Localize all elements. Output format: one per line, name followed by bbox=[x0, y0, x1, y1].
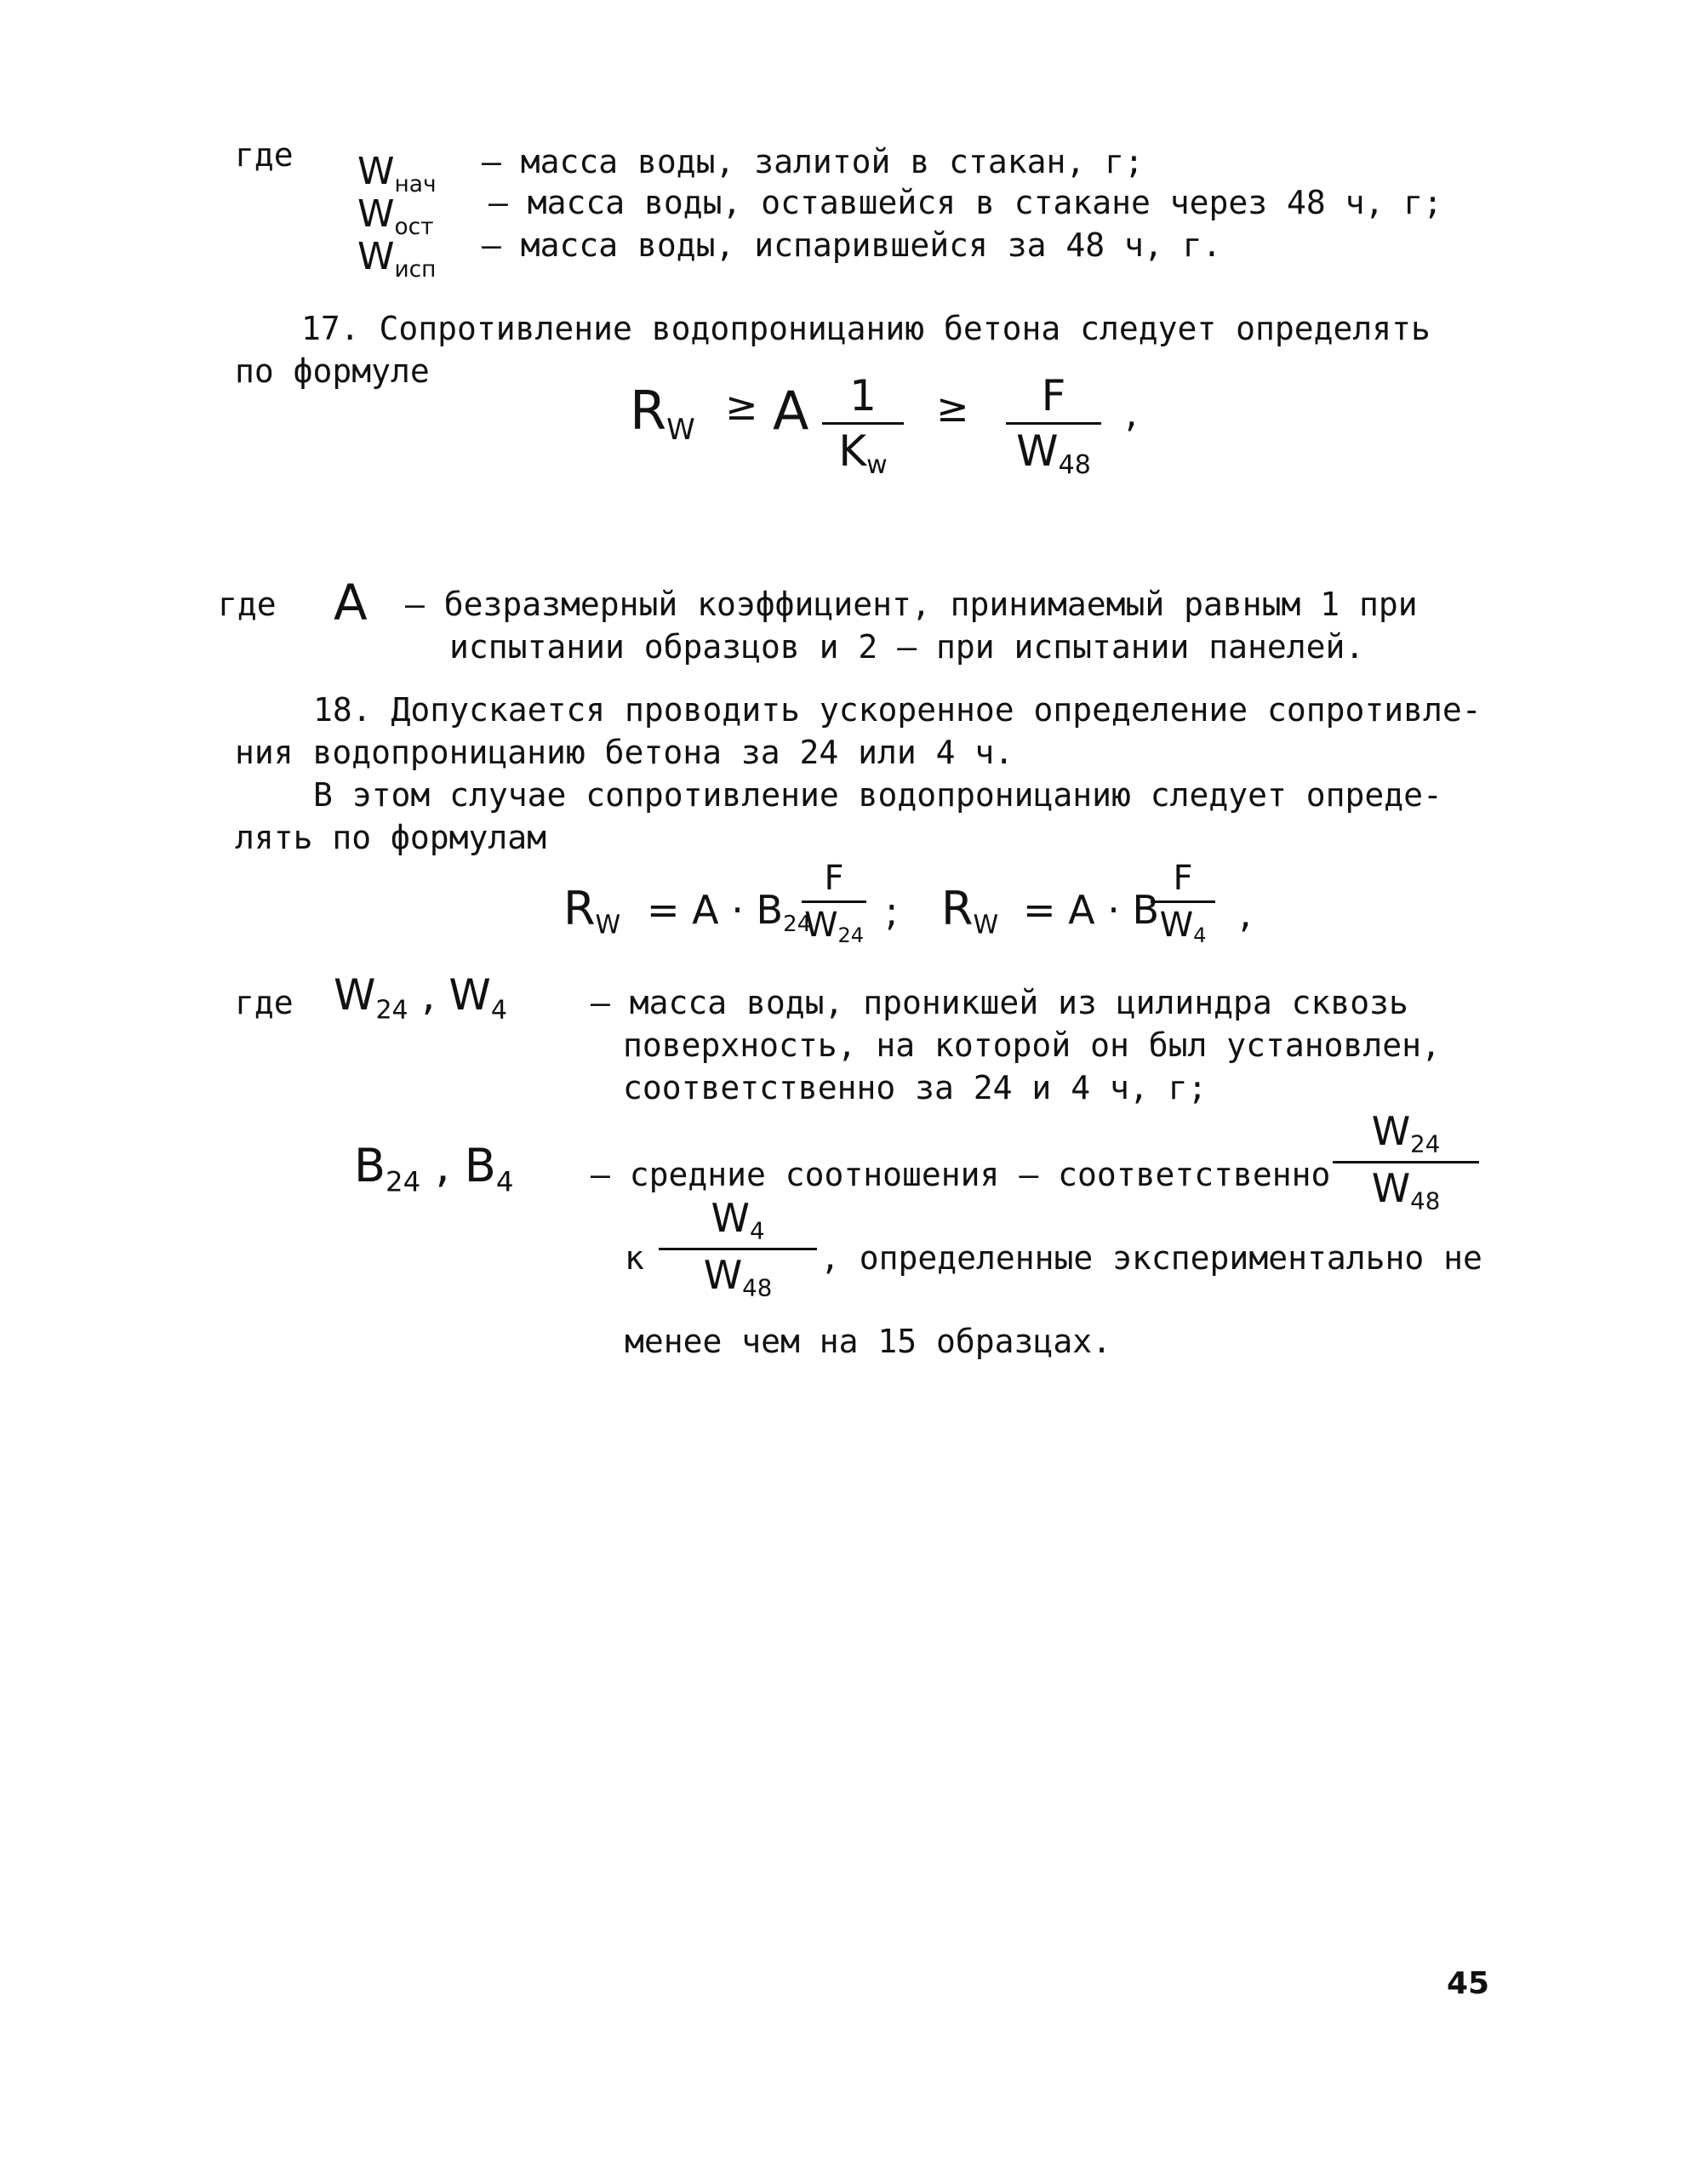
paragraph-17-line-1: 17. Сопротивление водопроницанию бетона следует определять bbox=[301, 310, 1431, 347]
symbol-a: A bbox=[334, 574, 368, 632]
paragraph-17-line-2: по формуле bbox=[235, 352, 430, 390]
fraction-w4-w48: $W_4$ $W_{48}$ bbox=[659, 1198, 817, 1300]
definition-w-nach: – масса воды, залитой в стакан, г; bbox=[482, 143, 1144, 180]
definition-b-k: к bbox=[625, 1239, 644, 1277]
fraction-w24-w48: $W_{24}$ $W_{48}$ bbox=[1333, 1112, 1479, 1213]
definition-w-ost: – масса воды, оставшейся в стакане через 48 ч, г; bbox=[488, 184, 1443, 221]
definition-w-line-3: соответственно за 24 и 4 ч, г; bbox=[623, 1069, 1208, 1106]
definition-w-line-2: поверхность, на которой он был установлен, bbox=[623, 1026, 1441, 1064]
symbol-w-isp: $W_{исп}$ bbox=[357, 235, 437, 283]
symbol-w-nach: $W_{нач}$ bbox=[357, 150, 437, 198]
definition-a-line-2: испытании образцов и 2 – при испытании панелей. bbox=[449, 628, 1365, 666]
paragraph-18-line-3: В этом случае сопротивление водопроницанию следует опреде- bbox=[313, 776, 1442, 814]
symbol-w-ost: $W_{ост}$ bbox=[357, 192, 434, 241]
paragraph-18-line-2: ния водопроницанию бетона за 24 или 4 ч. bbox=[235, 734, 1014, 771]
definition-b-line-2: , определенные экспериментально не bbox=[820, 1239, 1482, 1277]
definition-b-line-1: – средние соотношения – соответственно bbox=[591, 1156, 1331, 1193]
where-label-3: где bbox=[235, 984, 294, 1021]
page-number: 45 bbox=[1447, 1966, 1490, 2001]
where-label-1: где bbox=[235, 136, 294, 174]
symbol-b24-b4: $B_{24}$ , $B_4$ bbox=[354, 1139, 514, 1198]
paragraph-18-line-4: лять по формулам bbox=[235, 819, 547, 856]
definition-w-line-1: – масса воды, проникшей из цилиндра сквозь bbox=[591, 984, 1408, 1021]
paragraph-18-line-1: 18. Допускается проводить ускоренное определение сопротивле- bbox=[313, 691, 1482, 729]
definition-b-line-3: менее чем на 15 образцах. bbox=[625, 1323, 1111, 1360]
definition-w-isp: – масса воды, испарившейся за 48 ч, г. bbox=[482, 226, 1222, 264]
definition-a-line-1: – безразмерный коэффициент, принимаемый равным 1 при bbox=[405, 586, 1418, 623]
where-label-2: где bbox=[218, 586, 277, 623]
symbol-w24-w4: $W_{24}$ , $W_4$ bbox=[334, 970, 507, 1026]
